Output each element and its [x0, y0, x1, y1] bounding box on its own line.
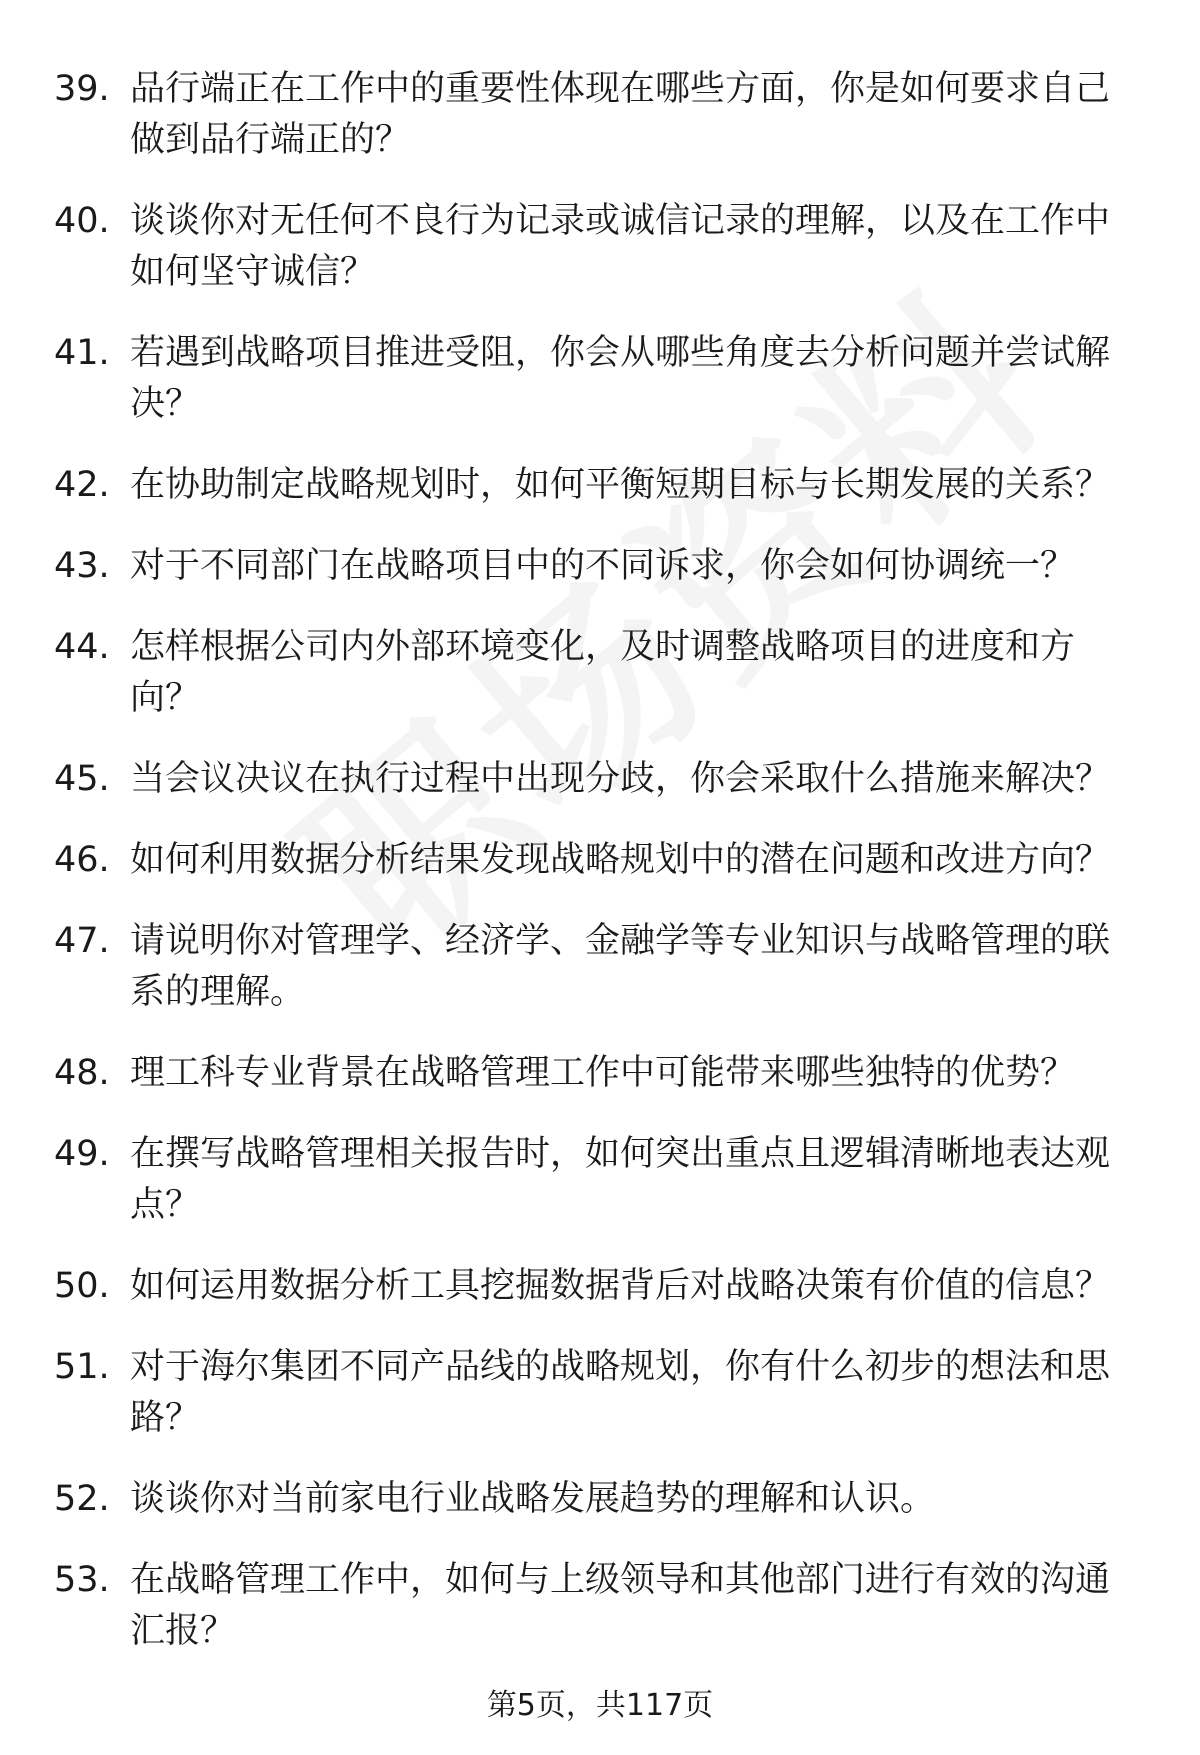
question-item [0, 1261, 1200, 1312]
question-number: 48. [54, 1053, 110, 1093]
question-text: 怎样根据公司内外部环境变化，及时调整战略项目的进度和方向？ [130, 627, 1076, 718]
question-number: 45. [54, 759, 110, 799]
question-item [0, 328, 1200, 430]
question-number: 49. [54, 1134, 110, 1174]
question-number: 53. [54, 1560, 110, 1600]
question-number: 39. [54, 69, 110, 109]
question-item [0, 64, 1200, 166]
question-item [0, 1474, 1200, 1525]
question-text: 在协助制定战略规划时，如何平衡短期目标与长期发展的关系？ [130, 465, 1111, 505]
question-text: 对于海尔集团不同产品线的战略规划，你有什么初步的想法和思路？ [130, 1347, 1111, 1438]
question-text: 品行端正在工作中的重要性体现在哪些方面，你是如何要求自己做到品行端正的？ [130, 69, 1111, 160]
question-item [0, 622, 1200, 724]
question-item [0, 1555, 1200, 1657]
question-text: 请说明你对管理学、经济学、金融学等专业知识与战略管理的联系的理解。 [130, 921, 1111, 1012]
question-number: 47. [54, 921, 110, 961]
page-footer: 第5页，共117页 [486, 1688, 714, 1723]
question-item [0, 835, 1200, 886]
question-text: 如何利用数据分析结果发现战略规划中的潜在问题和改进方向？ [130, 840, 1111, 880]
question-number: 40. [54, 201, 110, 241]
question-number: 43. [54, 546, 110, 586]
question-item [0, 1342, 1200, 1444]
question-item [0, 754, 1200, 805]
question-item [0, 1129, 1200, 1231]
question-number: 52. [54, 1479, 110, 1519]
question-text: 谈谈你对当前家电行业战略发展趋势的理解和认识。 [130, 1479, 936, 1519]
question-number: 50. [54, 1266, 110, 1306]
question-number: 44. [54, 627, 110, 667]
question-text: 若遇到战略项目推进受阻，你会从哪些角度去分析问题并尝试解决？ [130, 333, 1111, 424]
question-number: 51. [54, 1347, 110, 1387]
question-text: 在撰写战略管理相关报告时，如何突出重点且逻辑清晰地表达观点？ [130, 1134, 1111, 1225]
question-item [0, 916, 1200, 1018]
question-item [0, 460, 1200, 511]
question-text: 理工科专业背景在战略管理工作中可能带来哪些独特的优势？ [130, 1053, 1076, 1093]
question-number: 46. [54, 840, 110, 880]
question-text: 谈谈你对无任何不良行为记录或诚信记录的理解，以及在工作中如何坚守诚信？ [130, 201, 1111, 292]
question-text: 在战略管理工作中，如何与上级领导和其他部门进行有效的沟通汇报？ [130, 1560, 1111, 1651]
question-item [0, 1048, 1200, 1099]
question-list [0, 64, 1200, 1687]
question-item [0, 196, 1200, 298]
question-text: 如何运用数据分析工具挖掘数据背后对战略决策有价值的信息？ [130, 1266, 1111, 1306]
question-number: 42. [54, 465, 110, 505]
question-text: 对于不同部门在战略项目中的不同诉求，你会如何协调统一？ [130, 546, 1076, 586]
question-item [0, 541, 1200, 592]
question-text: 当会议决议在执行过程中出现分歧，你会采取什么措施来解决？ [130, 759, 1111, 799]
question-number: 41. [54, 333, 110, 373]
